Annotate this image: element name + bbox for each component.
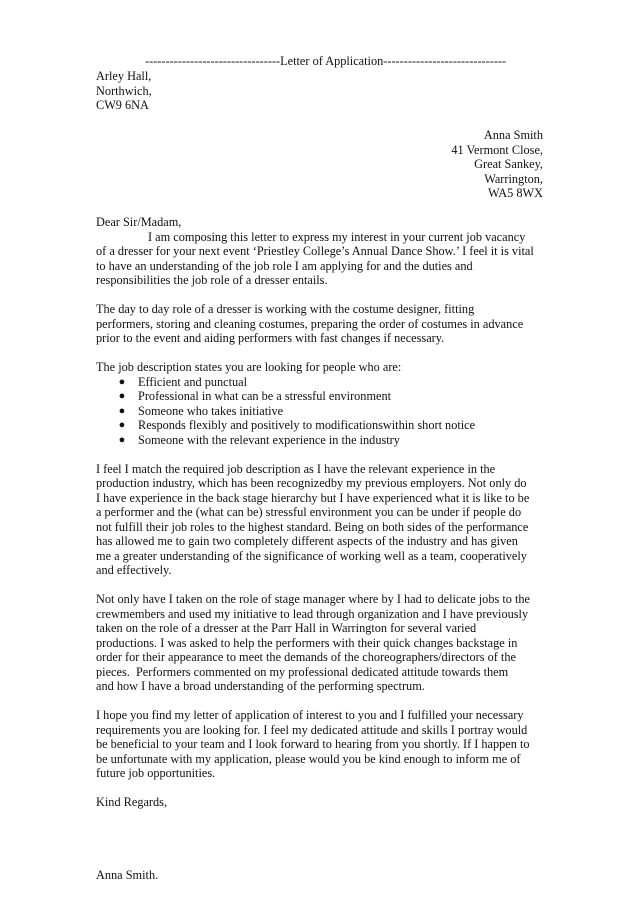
paragraph-line: I feel I match the required job description as I have the relevant experience in the bbox=[96, 462, 496, 476]
bullet-icon: ● bbox=[118, 434, 126, 446]
paragraph-line: requirements you are looking for. I feel my dedicated attitude and skills I portray would bbox=[96, 723, 528, 737]
letter-header-title: ---------------------------------Letter of Application------------------------------ bbox=[145, 54, 507, 68]
paragraph-line: pieces. Performers commented on my professional dedicated attitude towards them bbox=[96, 665, 509, 679]
closing: Kind Regards, bbox=[96, 795, 168, 809]
recipient-address-line: Great Sankey, bbox=[474, 157, 543, 171]
paragraph-line: be unfortunate with my application, please would you be kind enough to inform me of bbox=[96, 752, 521, 766]
paragraph-line: has allowed me to gain two completely different aspects of the industry and has given bbox=[96, 534, 518, 548]
paragraph-line: Not only have I taken on the role of stage manager where by I had to delicate jobs to the bbox=[96, 592, 530, 606]
list-item-text: Responds flexibly and positively to modificationswithin short notice bbox=[138, 418, 476, 432]
list-item-text: Efficient and punctual bbox=[138, 375, 248, 389]
bullet-icon: ● bbox=[118, 419, 126, 431]
paragraph-line: productions. I was asked to help the performers with their quick changes backstage in bbox=[96, 636, 518, 650]
sender-address-line: Northwich, bbox=[96, 84, 152, 98]
paragraph-line: crewmembers and used my initiative to lead through organization and I have previously bbox=[96, 607, 529, 621]
paragraph-line: a performer and the (what can be) stressful environment you can be under if people do bbox=[96, 505, 522, 519]
paragraph-line: me a greater understanding of the significance of working well as a team, cooperatively bbox=[96, 549, 527, 563]
recipient-address-line: Anna Smith bbox=[483, 128, 543, 142]
paragraph-line: I have experience in the back stage hierarchy but I have experienced what it is like to be bbox=[96, 491, 530, 505]
bullet-icon: ● bbox=[118, 390, 126, 402]
list-item-text: Professional in what can be a stressful environment bbox=[138, 389, 392, 403]
paragraph-line: I hope you find my letter of application of interest to you and I fulfilled your necessary bbox=[96, 708, 524, 722]
paragraph-line: be beneficial to your team and I look forward to hearing from you shortly. If I happen to bbox=[96, 737, 530, 751]
recipient-address-line: Warrington, bbox=[484, 172, 543, 186]
paragraph-line: I am composing this letter to express my interest in your current job vacancy bbox=[148, 230, 526, 244]
recipient-address-line: WA5 8WX bbox=[488, 186, 543, 200]
sender-address-line: Arley Hall, bbox=[96, 69, 152, 83]
paragraph-line: responsibilities the job role of a dresser entails. bbox=[96, 273, 328, 287]
paragraph-line: and effectively. bbox=[96, 563, 172, 577]
bullet-icon: ● bbox=[118, 405, 126, 417]
signature: Anna Smith. bbox=[96, 868, 159, 882]
paragraph-line: production industry, which has been recognizedby my previous employers. Not only do bbox=[96, 476, 527, 490]
paragraph-line: order for their appearance to meet the demands of the choreographers/directors of the bbox=[96, 650, 516, 664]
list-item-text: Someone with the relevant experience in the industry bbox=[138, 433, 400, 447]
paragraph-line: performers, storing and cleaning costumes, preparing the order of costumes in advance bbox=[96, 317, 524, 331]
paragraph-line: not fulfill their job roles to the highest standard. Being on both sides of the performance bbox=[96, 520, 529, 534]
recipient-address-line: 41 Vermont Close, bbox=[451, 143, 543, 157]
paragraph-line: taken on the role of a dresser at the Parr Hall in Warrington for several varied bbox=[96, 621, 477, 635]
salutation: Dear Sir/Madam, bbox=[96, 215, 182, 229]
bullet-icon: ● bbox=[118, 376, 126, 388]
list-item-text: Someone who takes initiative bbox=[138, 404, 284, 418]
paragraph-line: to have an understanding of the job role I am applying for and the duties and bbox=[96, 259, 473, 273]
paragraph-line: future job opportunities. bbox=[96, 766, 216, 780]
paragraph-line: and how I have a broad understanding of the performing spectrum. bbox=[96, 679, 425, 693]
list-intro: The job description states you are looking for people who are: bbox=[96, 360, 402, 374]
paragraph-line: prior to the event and aiding performers with fast changes if necessary. bbox=[96, 331, 445, 345]
paragraph-line: The day to day role of a dresser is working with the costume designer, fitting bbox=[96, 302, 475, 316]
sender-address-line: CW9 6NA bbox=[96, 98, 149, 112]
paragraph-line: of a dresser for your next event ‘Priestley College’s Annual Dance Show.’ I feel it is vital bbox=[96, 244, 534, 258]
